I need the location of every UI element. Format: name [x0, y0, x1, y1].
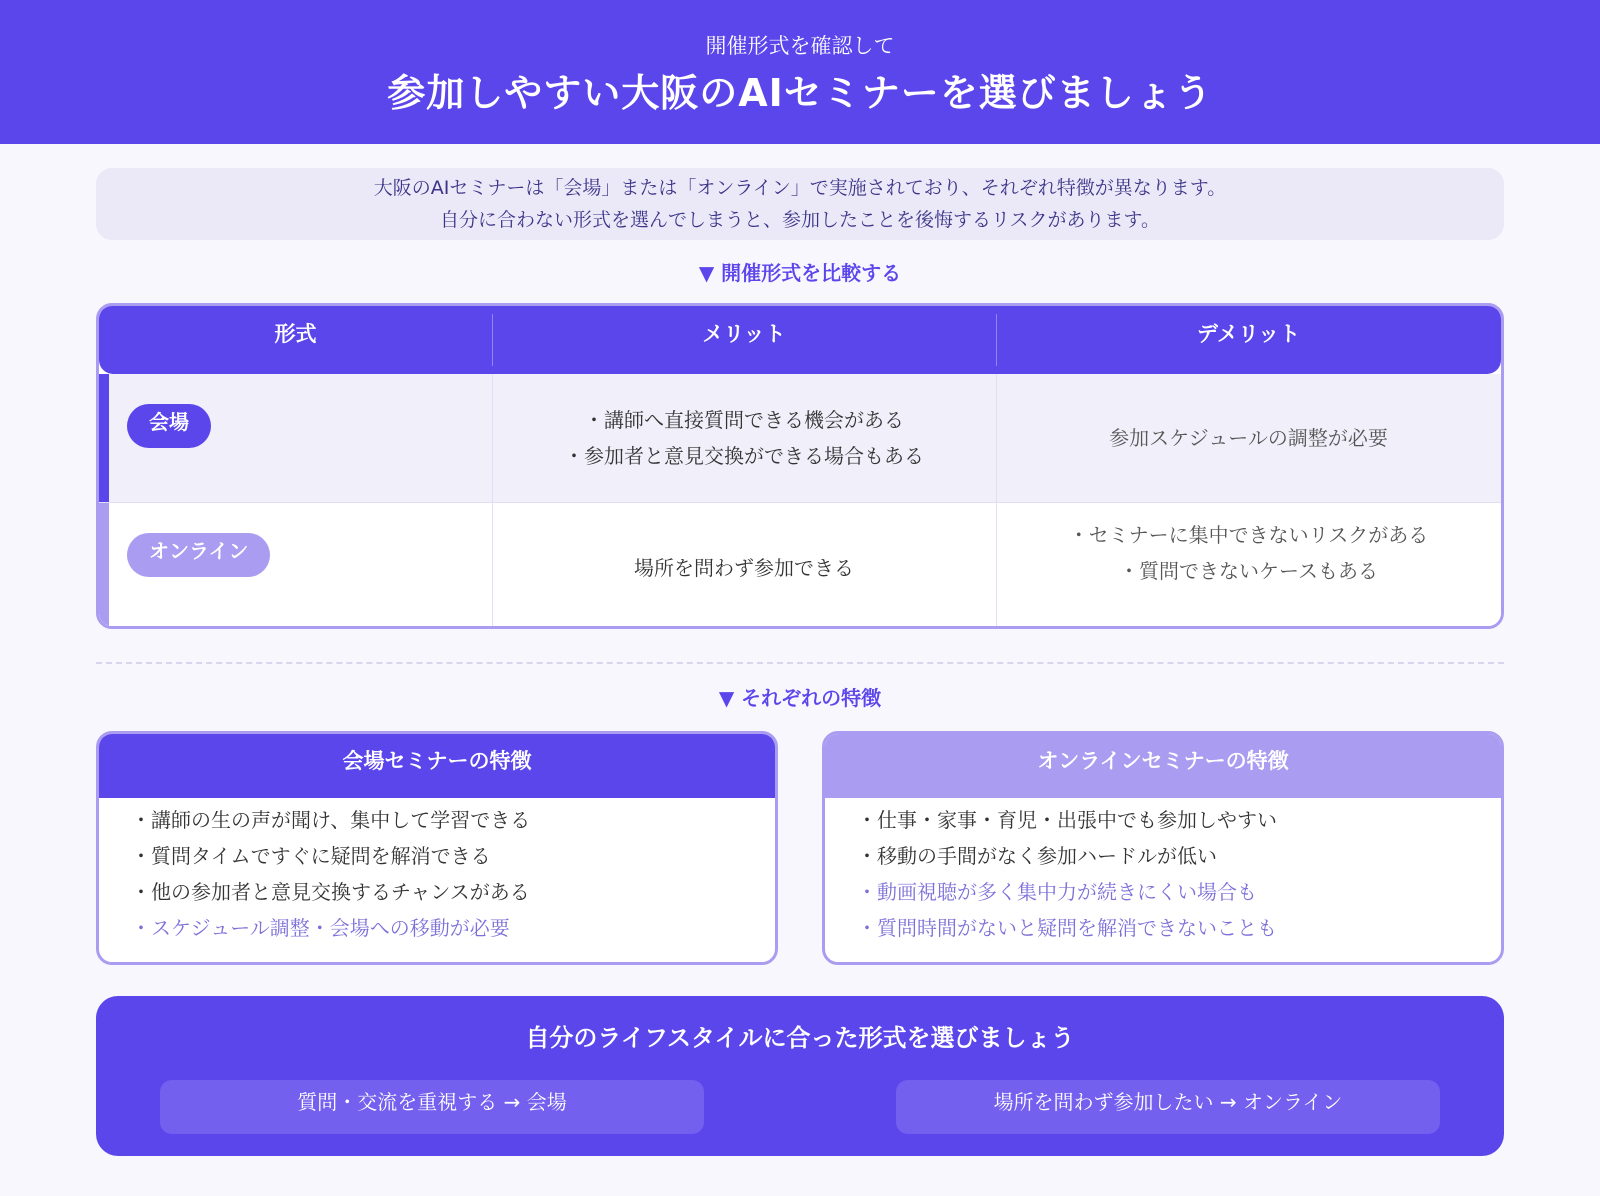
intro-line-2: 自分に合わない形式を選んでしまうと、参加したことを後悔するリスクがあります。 [439, 209, 1161, 231]
cell-venue-merits [492, 374, 996, 502]
venue-card-title: 会場セミナーの特徴 [99, 734, 775, 798]
list-item: ・移動の手間がなく参加ハードルが低い [857, 844, 1217, 868]
format-badge-venue: 会場 [127, 404, 211, 448]
header-merits: メリット [702, 322, 786, 346]
venue-feature-card [96, 731, 778, 965]
venue-choice-button[interactable]: 質問・交流を重視する → 会場 [160, 1080, 704, 1134]
comparison-table-header [99, 306, 1501, 374]
list-item: ・スケジュール調整・会場への移動が必要 [131, 916, 510, 940]
row-accent-bar [99, 374, 109, 502]
comparison-table [96, 303, 1504, 629]
cell-online-merits [492, 503, 996, 629]
list-item: ・講師の生の声が聞け、集中して学習できる [131, 808, 531, 832]
online-feature-list [857, 802, 1277, 946]
cta-title: 自分のライフスタイルに合った形式を選びましょう [525, 1024, 1075, 1052]
online-merit-1: 場所を問わず参加できる [634, 555, 854, 580]
intro-box [96, 168, 1504, 240]
online-demerit-1: ・セミナーに集中できないリスクがある [1068, 523, 1429, 547]
intro-line-1: 大阪のAIセミナーは「会場」または「オンライン」で実施されており、それぞれ特徴が異なります。 [373, 177, 1227, 199]
venue-feature-list [131, 802, 530, 946]
list-item: ・動画視聴が多く集中力が続きにくい場合も [857, 880, 1257, 904]
list-item: ・質問時間がないと疑問を解消できないことも [857, 916, 1277, 940]
venue-demerit-1: 参加スケジュールの調整が必要 [1109, 426, 1388, 450]
cell-venue-demerits [996, 374, 1501, 502]
hero-header [0, 0, 1600, 144]
header-format: 形式 [274, 322, 317, 346]
online-choice-button[interactable]: 場所を問わず参加したい → オンライン [896, 1080, 1440, 1134]
cell-online-demerits [996, 503, 1501, 629]
cta-panel [96, 996, 1504, 1156]
online-card-title: オンラインセミナーの特徴 [825, 734, 1501, 798]
format-badge-online: オンライン [127, 533, 270, 577]
comparison-section-label: ▼ 開催形式を比較する [698, 261, 902, 285]
hero-subtitle: 開催形式を確認して [705, 34, 895, 58]
header-demerits: デメリット [1196, 322, 1301, 346]
row-accent-bar [99, 503, 109, 629]
venue-merit-1: ・講師へ直接質問できる機会がある [584, 408, 904, 432]
table-row-online [99, 502, 1501, 629]
list-item: ・質問タイムですぐに疑問を解消できる [131, 844, 491, 868]
section-divider [96, 662, 1504, 664]
venue-merit-2: ・参加者と意見交換ができる場合もある [564, 444, 924, 468]
page-title: 参加しやすい大阪のAIセミナーを選びましょう [387, 71, 1213, 115]
table-row-venue [99, 374, 1501, 502]
list-item: ・仕事・家事・育児・出張中でも参加しやすい [857, 808, 1277, 832]
online-feature-card [822, 731, 1504, 965]
features-section-label: ▼ それぞれの特徴 [718, 686, 882, 710]
list-item: ・他の参加者と意見交換するチャンスがある [131, 880, 530, 904]
online-demerit-2: ・質問できないケースもある [1119, 559, 1378, 583]
